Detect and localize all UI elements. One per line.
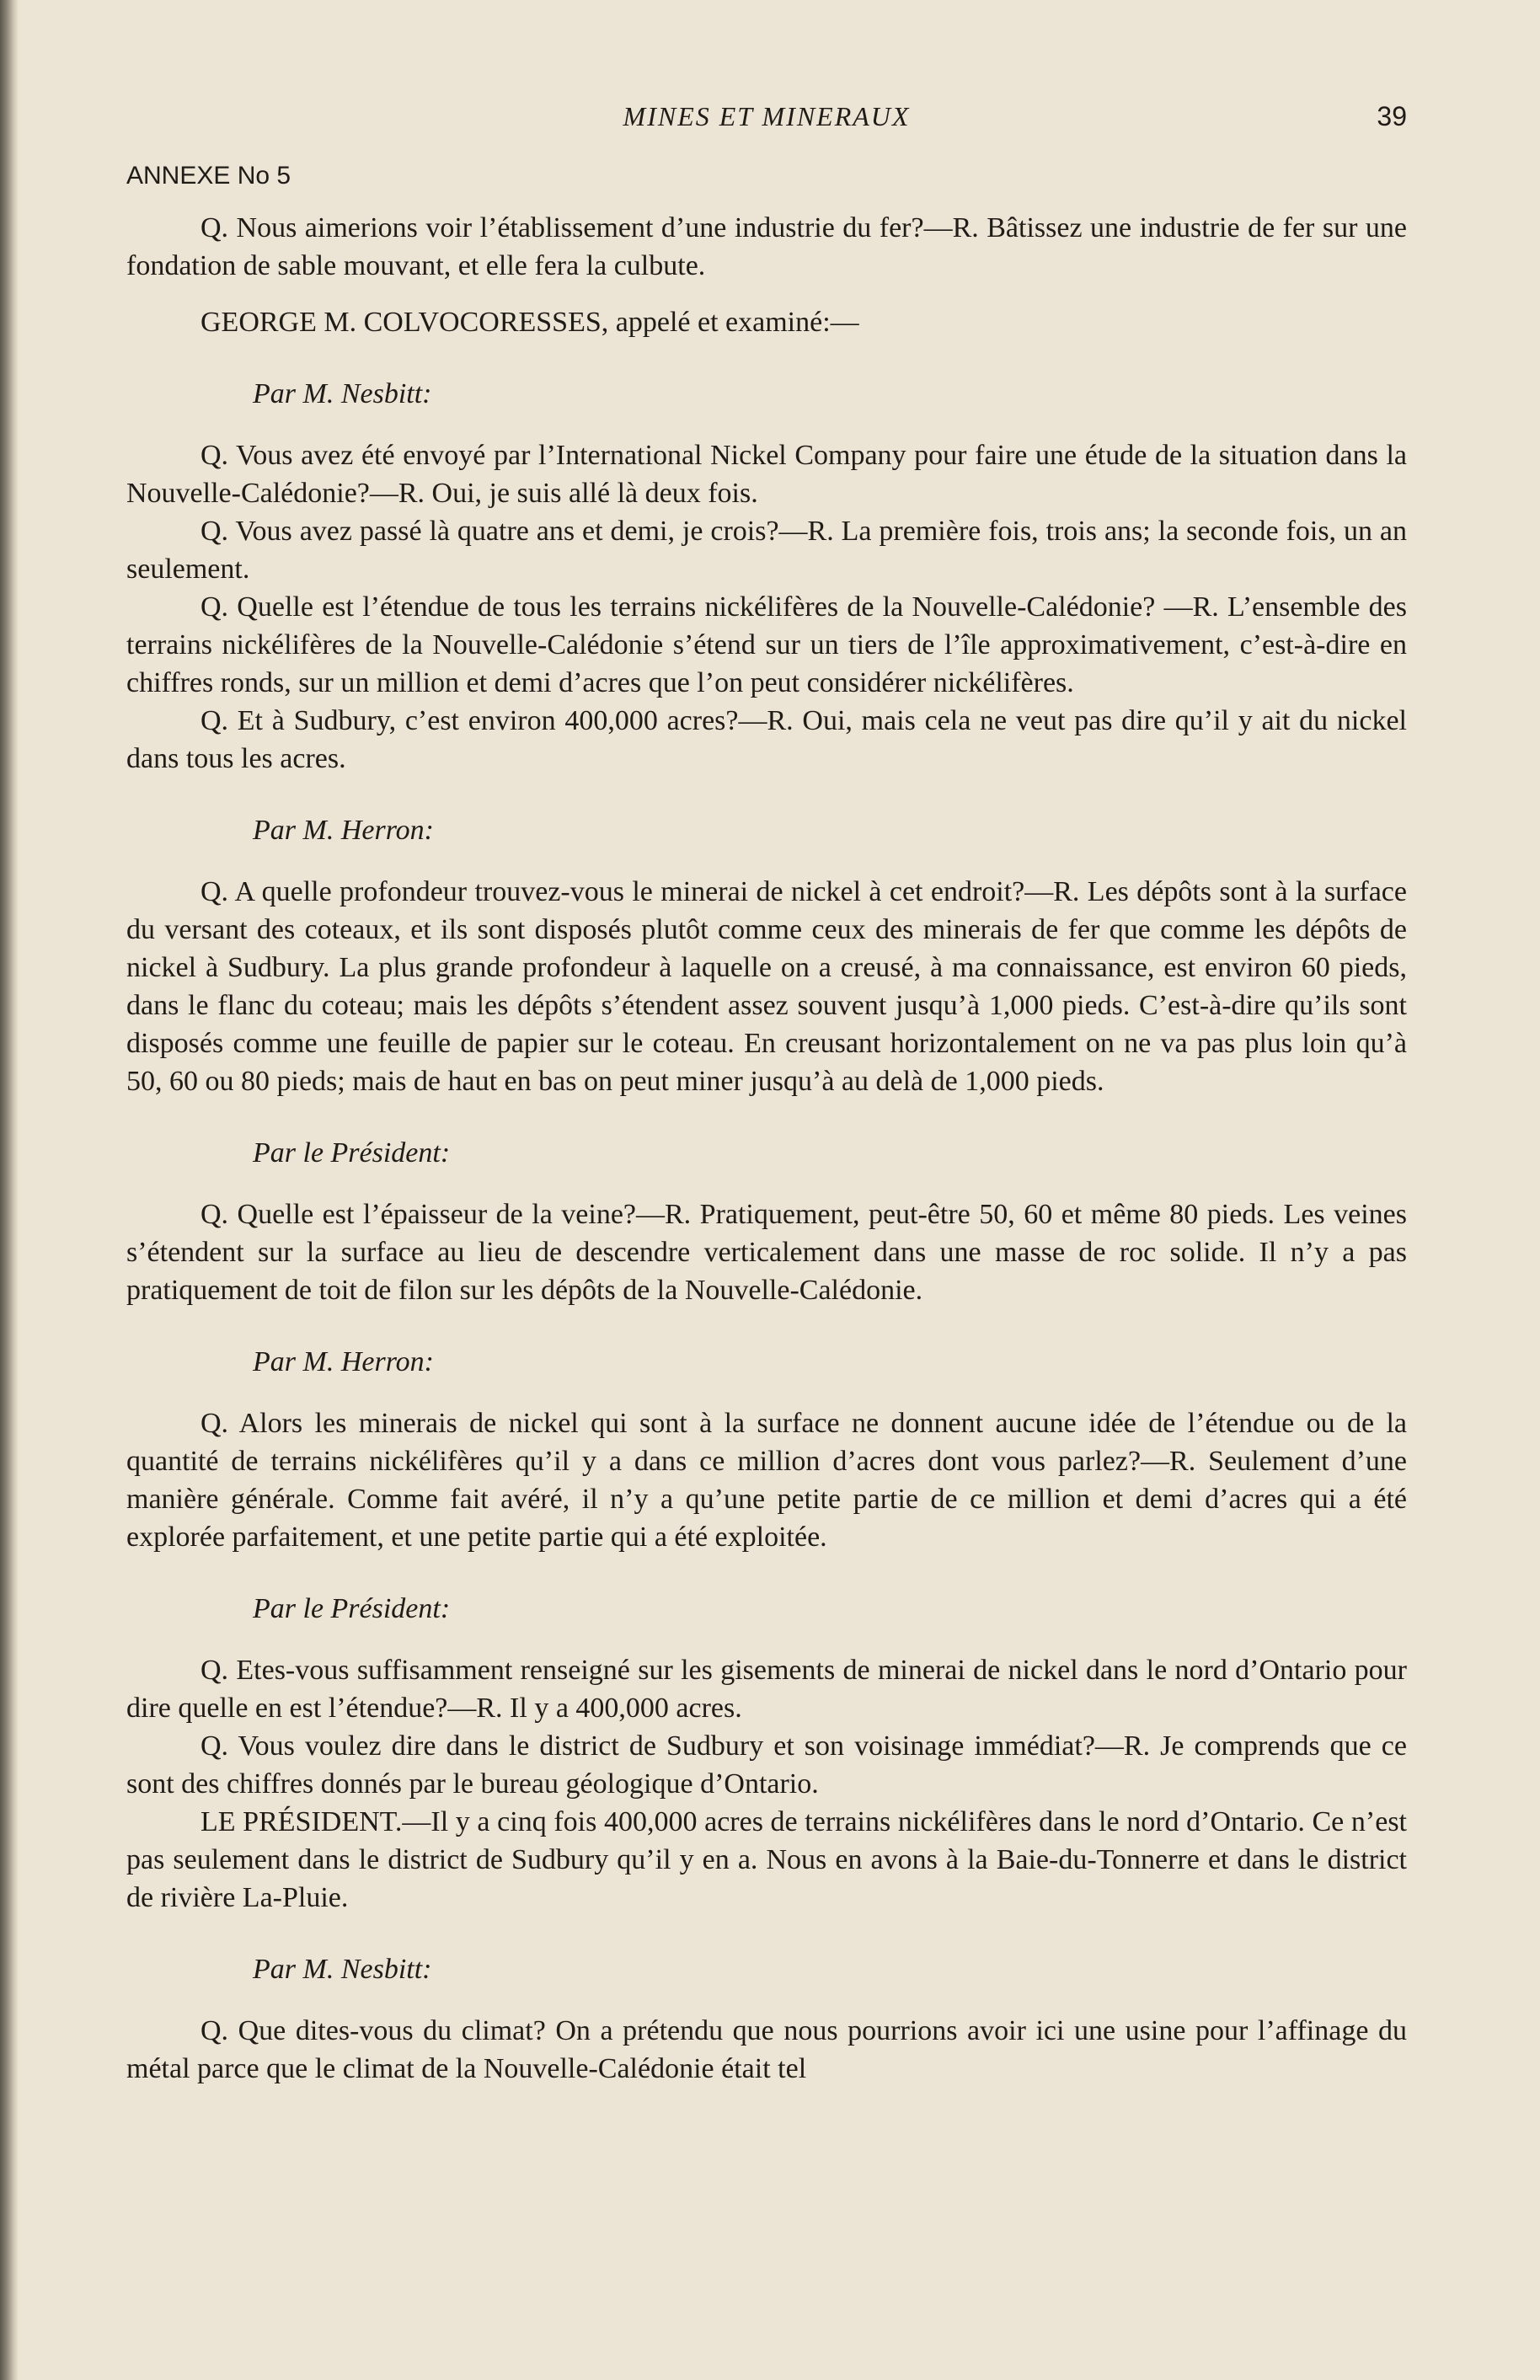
paragraph: Q. Alors les minerais de nickel qui sont à la surface ne donnent aucune idée de l’étendue ou de la quantité de terrains nickélifères qu’il y a dans ce million d’acres dont vous parlez?—R. Seulement d’une manière générale. Comme fait avéré, il n’y a qu’une petite partie de ce million et demi d’acres qui a été explorée parfaitement, et une petite partie qui a été exploitée. (126, 1408, 1407, 1553)
speaker-heading: Par M. Nesbitt: (253, 1954, 432, 1985)
paragraph: Q. Vous avez été envoyé par l’International Nickel Company pour faire une étude de la situation dans la Nouvelle-Calédonie?—R. Oui, je suis allé là deux fois. (126, 440, 1407, 509)
paragraph: Q. Vous avez passé là quatre ans et demi, je crois?—R. La première fois, trois ans; la seconde fois, un an seulement. (126, 516, 1407, 585)
book-spine-shadow (0, 0, 19, 2380)
speaker-heading: Par le Président: (253, 1593, 451, 1624)
speaker-heading: Par M. Herron: (253, 815, 434, 846)
page-number: 39 (1377, 101, 1407, 131)
paragraph: Q. Vous voulez dire dans le district de Sudbury et son voisinage immédiat?—R. Je comprends que ce sont des chiffres donnés par le bureau géologique d’Ontario. (126, 1730, 1407, 1800)
document-page (126, 101, 1407, 2088)
paragraph: Q. Quelle est l’étendue de tous les terrains nickélifères de la Nouvelle-Calédonie? —R. L’ensemble des terrains nickélifères de la Nouvelle-Calédonie s’étend sur un tiers de l’île approximativement, c’est-à-dire en chiffres ronds, sur un million et demi d’acres que l’on peut considérer nickélifères. (126, 591, 1407, 698)
running-head (126, 101, 1407, 152)
paragraph: Q. A quelle profondeur trouvez-vous le minerai de nickel à cet endroit?—R. Les dépôts sont à la surface du versant des coteaux, et ils sont disposés plutôt comme ceux des minerais de fer que comme les dépôts de nickel à Sudbury. La plus grande profondeur à laquelle on a creusé, à ma connaissance, est environ 60 pieds, dans le flanc du coteau; mais les dépôts s’étendent assez souvent jusqu’à 1,000 pieds. C’est-à-dire qu’ils sont disposés comme une feuille de papier sur le coteau. En creusant horizontalement on ne va pas plus loin qu’à 50, 60 ou 80 pieds; mais de haut en bas on peut miner jusqu’à au delà de 1,000 pieds. (126, 876, 1407, 1097)
speaker-heading: Par le Président: (253, 1137, 451, 1169)
paragraph: Q. Nous aimerions voir l’établissement d’une industrie du fer?—R. Bâtissez une industrie de fer sur une fondation de sable mouvant, et elle fera la culbute. (126, 212, 1407, 281)
paragraph: Q. Et à Sudbury, c’est environ 400,000 acres?—R. Oui, mais cela ne veut pas dire qu’il y ait du nickel dans tous les acres. (126, 705, 1407, 774)
speaker-heading: Par M. Nesbitt: (253, 378, 432, 409)
paragraph: Q. Que dites-vous du climat? On a prétendu que nous pourrions avoir ici une usine pour l’affinage du métal parce que le climat de la Nouvelle-Calédonie était tel (126, 2015, 1407, 2084)
paragraph: LE PRÉSIDENT.—Il y a cinq fois 400,000 acres de terrains nickélifères dans le nord d’Ontario. Ce n’est pas seulement dans le district de Sudbury qu’il y en a. Nous en avons à la Baie-du-Tonnerre et dans le district de rivière La-Pluie. (126, 1806, 1407, 1913)
running-title: MINES ET MINERAUX (623, 101, 911, 131)
speaker-heading: Par M. Herron: (253, 1346, 434, 1377)
paragraph: Q. Quelle est l’épaisseur de la veine?—R. Pratiquement, peut-être 50, 60 et même 80 pieds. Les veines s’étendent sur la surface au lieu de descendre verticalement dans une masse de roc solide. Il n’y a pas pratiquement de toit de filon sur les dépôts de la Nouvelle-Calédonie. (126, 1199, 1407, 1306)
witness-introduction: GEORGE M. COLVOCORESSES, appelé et examiné:— (201, 307, 859, 338)
annex-label: ANNEXE No 5 (126, 162, 291, 190)
paragraph: Q. Etes-vous suffisamment renseigné sur les gisements de minerai de nickel dans le nord d’Ontario pour dire quelle en est l’étendue?—R. Il y a 400,000 acres. (126, 1655, 1407, 1724)
